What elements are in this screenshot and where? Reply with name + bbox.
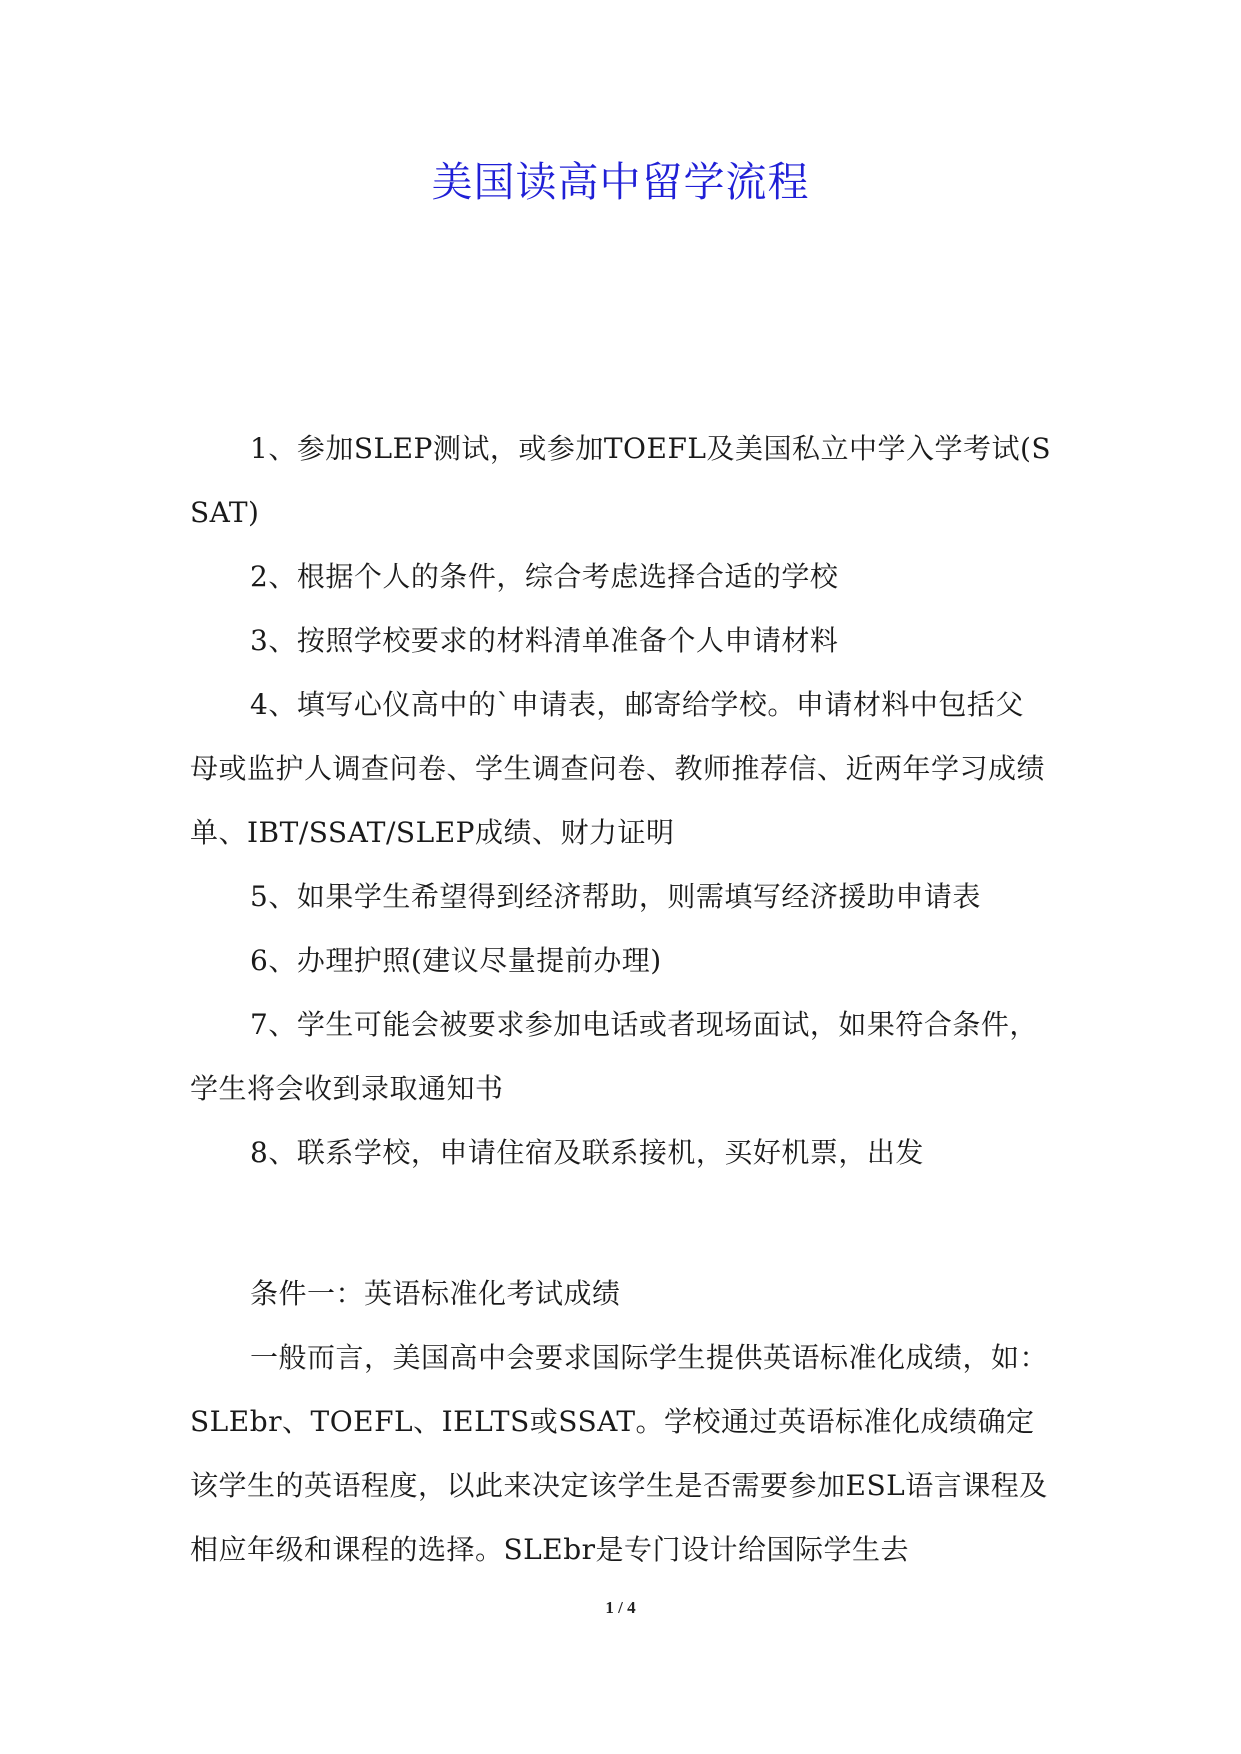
section-heading: 条件一：英语标准化考试成绩 — [250, 1277, 621, 1310]
page-number: 1 / 4 — [605, 1598, 636, 1617]
step-item: 2、根据个人的条件，综合考虑选择合适的学校 — [250, 560, 839, 593]
section-paragraph: 一般而言，美国高中会要求国际学生提供英语标准化成绩，如：SLEbr、TOEFL、IELTS或SSAT。学校通过英语标准化成绩确定该学生的英语程度，以此来决定该学生是否需要参加ESL语言课程及相应年级和课程的选择。SLEbr是专门设计给国际学生去 — [190, 1341, 1049, 1566]
step-item: 6、办理护照(建议尽量提前办理) — [250, 944, 662, 977]
step-item: 3、按照学校要求的材料清单准备个人申请材料 — [250, 624, 839, 657]
step-item: 8、联系学校，申请住宿及联系接机，买好机票，出发 — [250, 1136, 924, 1169]
step-item: 7、学生可能会被要求参加电话或者现场面试，如果符合条件，学生将会收到录取通知书 — [190, 1008, 1038, 1105]
document-title: 美国读高中留学流程 — [431, 158, 810, 206]
step-item: 4、填写心仪高中的`申请表，邮寄给学校。申请材料中包括父母或监护人调查问卷、学生调查问卷、教师推荐信、近两年学习成绩单、IBT/SSAT/SLEP成绩、财力证明 — [190, 688, 1046, 849]
steps-list — [190, 417, 1052, 1185]
step-item: 1、参加SLEP测试，或参加TOEFL及美国私立中学入学考试(SSAT) — [190, 432, 1052, 529]
condition-section — [190, 1262, 1052, 1582]
step-item: 5、如果学生希望得到经济帮助，则需填写经济援助申请表 — [250, 880, 981, 913]
